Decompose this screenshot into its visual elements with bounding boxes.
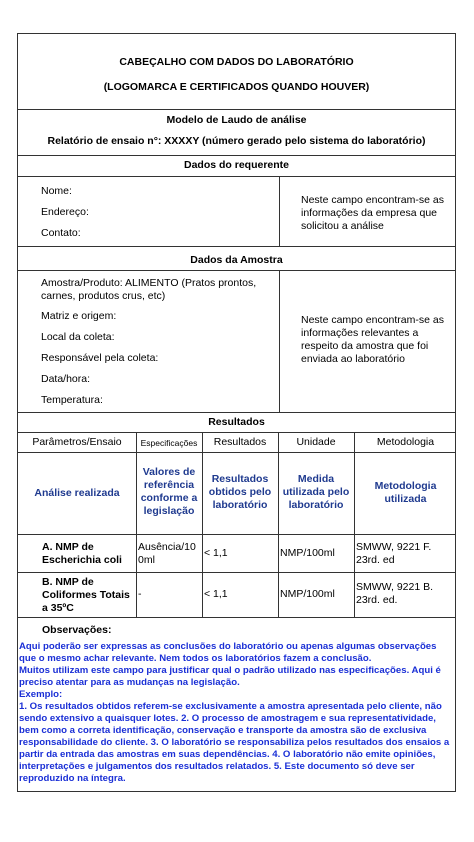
- divider: [18, 617, 455, 618]
- row-a-method: SMWW, 9221 F. 23rd. ed: [356, 541, 432, 566]
- col-header-unit: Unidade: [296, 436, 336, 448]
- divider: [18, 176, 455, 177]
- observations-line: 1. Os resultados obtidos referem-se exclusivamente a amostra apresentada pelo cliente, não sendo extensivo a quaisquer lotes. 2. O processo de amostragem e sua representatividade, bem como a correta identificação, conservação e transporte da amostra são de exclusiva responsabilidade do cliente. 3. O laboratório se responsabiliza pelos resultados dos ensaios a partir da entrada das amostras em suas dependências. 4. O laboratório não emite opiniões, interpretações e julgamentos dos resultados relatados. 5. Este documento só deve ser reproduzido na íntegra.: [19, 701, 450, 784]
- requester-section-title: Dados do requerente: [183, 159, 290, 171]
- report-number: Relatório de ensaio n°: XXXXY (número gerado pelo sistema do laboratório): [47, 135, 426, 147]
- explain-method: Metodologia utilizada: [374, 480, 437, 505]
- col-header-method: Metodologia: [376, 436, 435, 448]
- sample-location-label: Local da coleta:: [41, 331, 115, 343]
- divider: [18, 246, 455, 247]
- observations-line: Muitos utilizam este campo para justificar qual o padrão utilizado nas especificações. Aqui é preciso atentar para as mudanças na legislação.: [19, 665, 441, 688]
- row-a-result: < 1,1: [204, 547, 228, 559]
- divider: [18, 109, 455, 110]
- divider: [278, 432, 279, 617]
- divider: [18, 412, 455, 413]
- sample-datetime-label: Data/hora:: [41, 373, 91, 385]
- requester-contact-label: Contato:: [41, 227, 81, 239]
- observations-title: Observações:: [42, 624, 112, 636]
- row-b-unit: NMP/100ml: [280, 588, 335, 600]
- divider: [202, 432, 203, 617]
- sample-product: Amostra/Produto: ALIMENTO (Pratos prontos, carnes, produtos crus, etc): [41, 277, 257, 302]
- divider: [18, 432, 455, 433]
- results-section-title: Resultados: [208, 416, 265, 428]
- sample-collector-label: Responsável pela coleta:: [41, 352, 159, 364]
- divider: [18, 270, 455, 271]
- observations-line: Aqui poderão ser expressas as conclusões do laboratório ou apenas algumas observações que o mesmo achar relevante. Nem todos os laboratórios fazem a conclusão.: [19, 641, 437, 664]
- divider: [18, 155, 455, 156]
- divider: [279, 270, 280, 412]
- report-document: [17, 33, 456, 792]
- explain-unit: Medida utilizada pelo laboratório: [282, 473, 350, 511]
- requester-address-label: Endereço:: [41, 206, 89, 218]
- row-a-unit: NMP/100ml: [280, 547, 335, 559]
- requester-name-label: Nome:: [41, 185, 72, 197]
- lab-header-line1: CABEÇALHO COM DADOS DO LABORATÓRIO: [119, 56, 354, 68]
- divider: [136, 432, 137, 617]
- divider: [18, 534, 455, 535]
- explain-spec: Valores de referência conforme a legislação: [140, 466, 198, 517]
- row-a-param: A. NMP de Escherichia coli: [42, 541, 122, 566]
- explain-result: Resultados obtidos pelo laboratório: [208, 473, 272, 511]
- sample-temperature-label: Temperatura:: [41, 394, 103, 406]
- requester-note: Neste campo encontram-se as informações da empresa que solicitou a análise: [301, 194, 444, 232]
- row-b-result: < 1,1: [204, 588, 228, 600]
- row-b-param: B. NMP de Coliformes Totais a 35ºC: [42, 576, 130, 614]
- report-model-title: Modelo de Laudo de análise: [166, 114, 307, 126]
- col-header-spec: Especificações: [140, 438, 198, 448]
- divider: [279, 176, 280, 246]
- observations-text: [19, 641, 455, 785]
- row-a-spec: Ausência/10 0ml: [138, 541, 196, 566]
- sample-matrix-label: Matriz e origem:: [41, 310, 117, 322]
- col-header-param: Parâmetros/Ensaio: [32, 436, 122, 448]
- explain-param: Análise realizada: [34, 487, 120, 499]
- sample-section-title: Dados da Amostra: [190, 254, 283, 266]
- col-header-result: Resultados: [213, 436, 267, 448]
- lab-header-line2: (LOGOMARCA E CERTIFICADOS QUANDO HOUVER): [103, 81, 370, 93]
- row-b-method: SMWW, 9221 B. 23rd. ed.: [356, 581, 434, 606]
- sample-note: Neste campo encontram-se as informações relevantes a respeito da amostra que foi enviada ao laboratório: [301, 314, 444, 365]
- observations-line: Exemplo:: [19, 689, 63, 700]
- divider: [18, 572, 455, 573]
- divider: [18, 452, 455, 453]
- divider: [354, 432, 355, 617]
- row-b-spec: -: [138, 588, 142, 600]
